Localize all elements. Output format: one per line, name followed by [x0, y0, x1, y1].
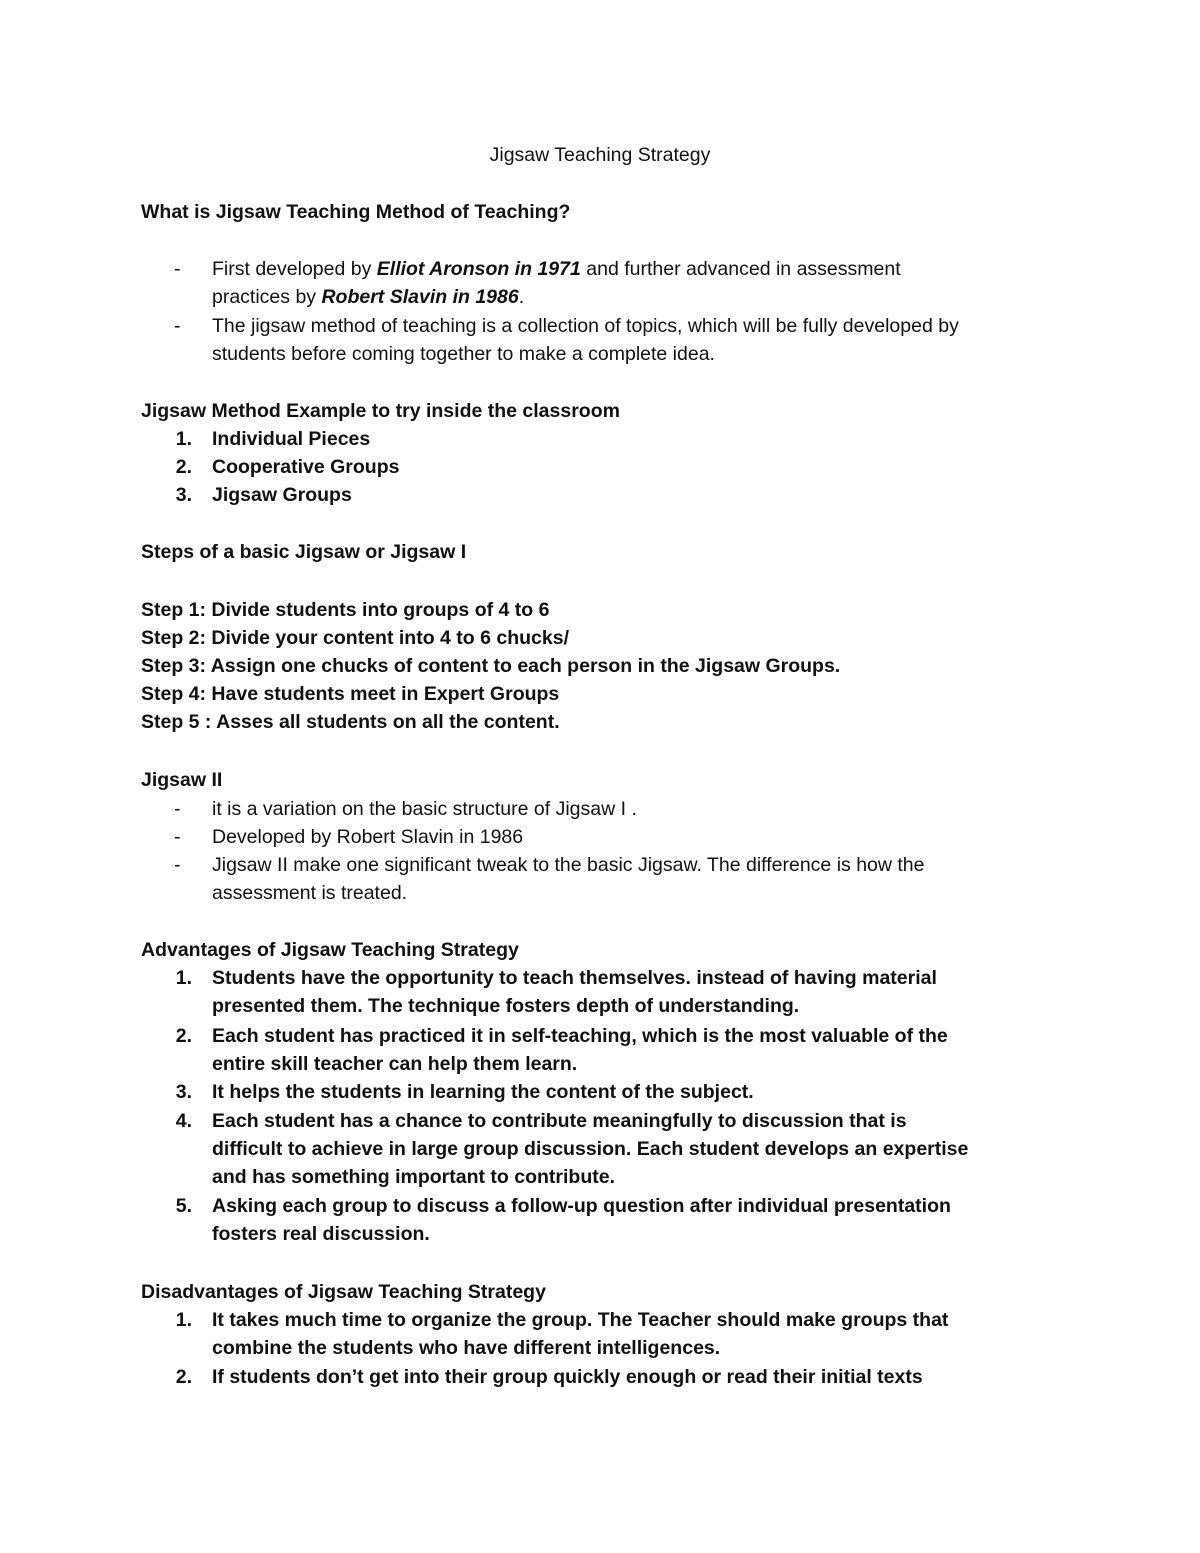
section-heading-advantages: Advantages of Jigsaw Teaching Strategy [141, 939, 519, 961]
bullet-marker: - [174, 315, 181, 337]
bullet-text: The jigsaw method of teaching is a collection of topics, which will be fully developed by [212, 315, 959, 337]
list-item: It helps the students in learning the content of the subject. [212, 1081, 754, 1103]
list-number: 2. [175, 1025, 192, 1047]
list-item-continued: combine the students who have different intelligences. [212, 1337, 721, 1359]
list-number: 3. [175, 484, 192, 506]
bullet-text-continued: assessment is treated. [212, 882, 408, 904]
list-number: 1. [175, 967, 192, 989]
step-line: Step 1: Divide students into groups of 4 to 6 [141, 599, 550, 621]
bullet-text-continued: practices by Robert Slavin in 1986. [212, 286, 525, 308]
list-number: 2. [175, 1366, 192, 1388]
section-heading-jigsaw-ii: Jigsaw II [141, 769, 223, 791]
list-item: If students don’t get into their group quickly enough or read their initial texts [212, 1366, 923, 1388]
list-item: Jigsaw Groups [212, 484, 352, 506]
step-line: Step 4: Have students meet in Expert Groups [141, 683, 560, 705]
bullet-text: Jigsaw II make one significant tweak to the basic Jigsaw. The difference is how the [212, 854, 925, 876]
step-line: Step 5 : Asses all students on all the content. [141, 711, 560, 733]
list-number: 2. [175, 456, 192, 478]
bullet-marker: - [174, 826, 181, 848]
emphasis-aronson: Elliot Aronson in 1971 [376, 258, 581, 280]
list-number: 1. [175, 1309, 192, 1331]
step-line: Step 3: Assign one chucks of content to each person in the Jigsaw Groups. [141, 655, 841, 677]
bullet-marker: - [174, 854, 181, 876]
section-heading-steps: Steps of a basic Jigsaw or Jigsaw I [141, 541, 467, 563]
list-item-continued: fosters real discussion. [212, 1223, 430, 1245]
bullet-marker: - [174, 798, 181, 820]
bullet-text-continued: students before coming together to make a complete idea. [212, 343, 715, 365]
list-number: 3. [175, 1081, 192, 1103]
list-number: 4. [175, 1110, 192, 1132]
list-number: 1. [175, 428, 192, 450]
list-item: Individual Pieces [212, 428, 371, 450]
step-line: Step 2: Divide your content into 4 to 6 chucks/ [141, 627, 569, 649]
list-item: Each student has practiced it in self-teaching, which is the most valuable of the [212, 1025, 948, 1047]
list-item: It takes much time to organize the group. The Teacher should make groups that [212, 1309, 949, 1331]
bullet-text: it is a variation on the basic structure of Jigsaw I . [212, 798, 637, 820]
document-title: Jigsaw Teaching Strategy [489, 144, 711, 166]
list-item: Asking each group to discuss a follow-up question after individual presentation [212, 1195, 951, 1217]
section-heading-example: Jigsaw Method Example to try inside the classroom [141, 400, 620, 422]
list-number: 5. [175, 1195, 192, 1217]
list-item: Cooperative Groups [212, 456, 400, 478]
bullet-text: Developed by Robert Slavin in 1986 [212, 826, 524, 848]
bullet-text: First developed by Elliot Aronson in 1971 and further advanced in assessment [212, 258, 901, 280]
bullet-marker: - [174, 258, 181, 280]
section-heading-what-is: What is Jigsaw Teaching Method of Teaching? [141, 201, 571, 223]
list-item: Students have the opportunity to teach themselves. instead of having material [212, 967, 937, 989]
list-item-continued: difficult to achieve in large group discussion. Each student develops an expertise [212, 1138, 969, 1160]
list-item-continued: entire skill teacher can help them learn. [212, 1053, 578, 1075]
list-item-continued: presented them. The technique fosters depth of understanding. [212, 995, 800, 1017]
emphasis-slavin: Robert Slavin in 1986 [321, 286, 519, 308]
list-item-continued: and has something important to contribute. [212, 1166, 616, 1188]
section-heading-disadvantages: Disadvantages of Jigsaw Teaching Strategy [141, 1281, 546, 1303]
list-item: Each student has a chance to contribute meaningfully to discussion that is [212, 1110, 907, 1132]
